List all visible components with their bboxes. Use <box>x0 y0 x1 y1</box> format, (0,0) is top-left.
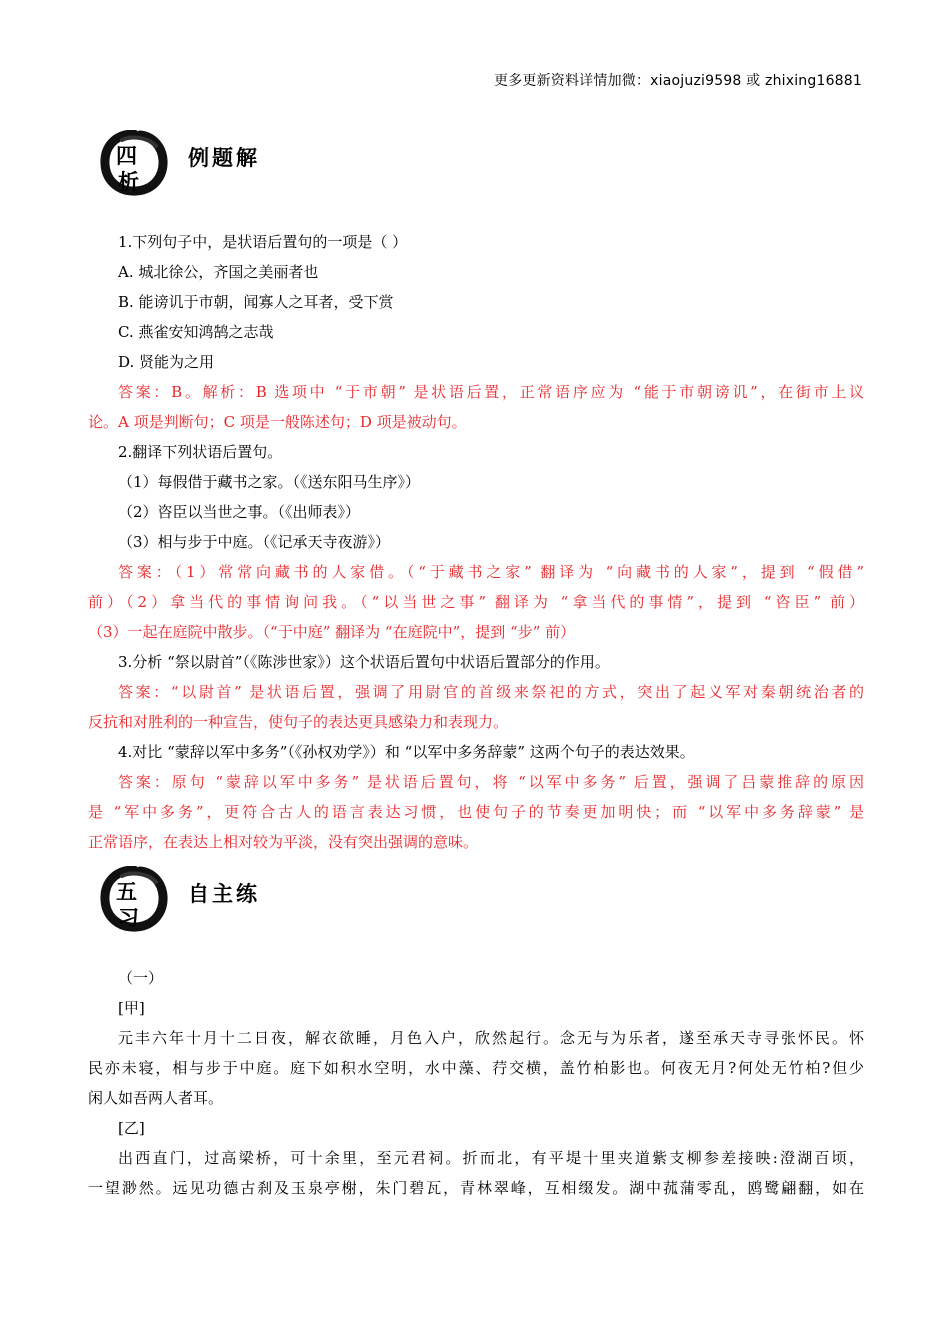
q1-answer-line: 答案：B。解析：B 选项中 “于市朝” 是状语后置，正常语序应为 “能于市朝谤讥”，在街市上议 <box>118 383 864 401</box>
passage-jia-label: [甲] <box>118 999 145 1017</box>
passage-jia-line: 元丰六年十月十二日夜，解衣欲睡，月色入户，欣然起行。念无与为乐者，遂至承天寺寻张怀民。怀 <box>118 1029 864 1047</box>
q1-option-a: A. 城北徐公，齐国之美丽者也 <box>118 263 319 281</box>
q2-answer-line: （3）一起在庭院中散步。（“于中庭” 翻译为 “在庭院中”，提到 “步” 前） <box>88 623 576 641</box>
passage-yi-line: 出西直门，过高梁桥，可十余里，至元君祠。折而北，有平堤十里夹道紫支柳参差接映:澄湖百顷， <box>118 1149 864 1167</box>
q1-answer-line: 论。A 项是判断句；C 项是一般陈述句；D 项是被动句。 <box>88 413 467 431</box>
practice-part-label: （一） <box>118 969 164 987</box>
q2-answer-line: 前）（2）拿当代的事情询问我。（“以当世之事” 翻译为 “拿当代的事情”，提到 “咨臣” 前） <box>88 593 864 611</box>
practice-block <box>88 963 864 1203</box>
passage-yi-line: 一望渺然。远见功德古刹及玉泉亭榭，朱门碧瓦，青林翠峰，互相缀发。湖中菰蒲零乱，鸥鹭翩翻，如在 <box>88 1179 864 1197</box>
q3-stem: 3.分析 “祭以尉首”（《陈涉世家》）这个状语后置句中状语后置部分的作用。 <box>118 653 610 671</box>
section-5-heading <box>100 866 400 946</box>
q2-item: （2）咨臣以当世之事。（《出师表》） <box>118 503 361 521</box>
passage-jia-line: 闲人如吾两人者耳。 <box>88 1089 224 1107</box>
q4-answer-line: 答案：原句 “蒙辞以军中多务” 是状语后置句，将 “以军中多务” 后置，强调了吕蒙推辞的原因 <box>118 773 864 791</box>
section-4-heading <box>100 130 400 210</box>
q1-option-c: C. 燕雀安知鸿鹄之志哉 <box>118 323 274 341</box>
q4-stem: 4.对比 “蒙辞以军中多务”（《孙权劝学》）和 “以军中多务辞蒙” 这两个句子的表达效果。 <box>118 743 695 761</box>
q1-option-b: B. 能谤讥于市朝，闻寡人之耳者，受下赏 <box>118 293 394 311</box>
q2-item: （3）相与步于中庭。（《记承天寺夜游》） <box>118 533 391 551</box>
passage-jia-line: 民亦未寝，相与步于中庭。庭下如积水空明，水中藻、荇交横，盖竹柏影也。何夜无月?何处无竹柏?但少 <box>88 1059 864 1077</box>
q2-item: （1）每假借于藏书之家。（《送东阳马生序》） <box>118 473 421 491</box>
section-title-tail: 析 <box>118 170 139 194</box>
q3-answer-line: 反抗和对胜利的一种宣告，使句子的表达更具感染力和表现力。 <box>88 713 509 731</box>
q1-option-d: D. 贤能为之用 <box>118 353 215 371</box>
q2-answer-line: 答案：（1）常常向藏书的人家借。（“于藏书之家” 翻译为 “向藏书的人家”，提到 “假借” <box>118 563 864 581</box>
section-title: 例题解 <box>188 146 260 170</box>
section-number: 四 <box>116 144 137 168</box>
section-number: 五 <box>116 880 137 904</box>
header-note: 更多更新资料详情加微：xiaojuzi9598 或 zhixing16881 <box>493 73 862 89</box>
q2-stem: 2.翻译下列状语后置句。 <box>118 443 283 461</box>
q1-stem: 1.下列句子中，是状语后置句的一项是（ ） <box>118 233 408 251</box>
passage-yi-label: [乙] <box>118 1119 145 1137</box>
q4-answer-line: 是 “军中多务”，更符合古人的语言表达习惯，也使句子的节奏更加明快；而 “以军中多务辞蒙” 是 <box>88 803 864 821</box>
examples-block <box>88 227 864 857</box>
section-title: 自主练 <box>188 882 260 906</box>
q4-answer-line: 正常语序，在表达上相对较为平淡，没有突出强调的意味。 <box>88 833 479 851</box>
section-title-tail: 习 <box>118 906 139 930</box>
q3-answer-line: 答案：“以尉首” 是状语后置，强调了用尉官的首级来祭祀的方式，突出了起义军对秦朝统治者的 <box>118 683 864 701</box>
